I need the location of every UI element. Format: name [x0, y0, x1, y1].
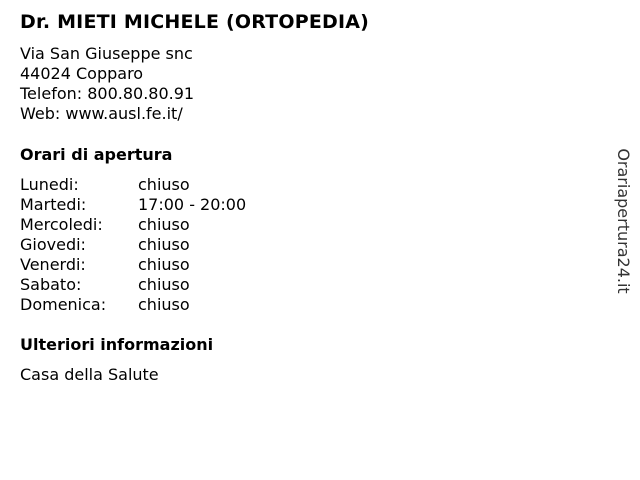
hours-time: chiuso [138, 215, 190, 234]
page-title: Dr. MIETI MICHELE (ORTOPEDIA) [20, 11, 370, 33]
site-watermark: Orariapertura24.it [614, 148, 633, 294]
further-info-heading: Ulteriori informazioni [20, 335, 214, 354]
further-info-text: Casa della Salute [20, 365, 159, 384]
hours-day: Martedi: [20, 195, 87, 214]
hours-day: Sabato: [20, 275, 82, 294]
hours-time: chiuso [138, 235, 190, 254]
hours-time: chiuso [138, 255, 190, 274]
hours-time: chiuso [138, 175, 190, 194]
hours-day: Venerdi: [20, 255, 86, 274]
city-address: 44024 Copparo [20, 64, 144, 83]
street-address: Via San Giuseppe snc [20, 44, 193, 63]
hours-day: Mercoledi: [20, 215, 103, 234]
hours-time: chiuso [138, 275, 190, 294]
hours-day: Domenica: [20, 295, 107, 314]
hours-time: 17:00 - 20:00 [138, 195, 247, 214]
hours-day: Giovedi: [20, 235, 86, 254]
address-block [20, 44, 194, 124]
opening-hours-heading: Orari di apertura [20, 145, 173, 164]
hours-day: Lunedi: [20, 175, 79, 194]
hours-time: chiuso [138, 295, 190, 314]
phone-number[interactable]: Telefon: 800.80.80.91 [20, 84, 195, 103]
website-link[interactable]: Web: www.ausl.fe.it/ [20, 104, 183, 123]
